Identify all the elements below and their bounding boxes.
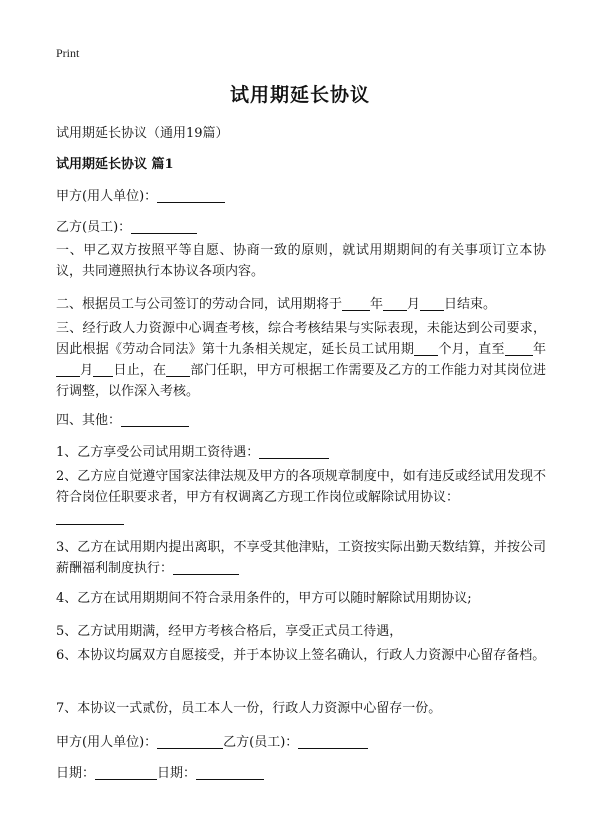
clause-1: 一、甲乙双方按照平等自愿、协商一致的原则，就试用期期间的有关事项订立本协议，共同遵照执行本协议各项内容。 [56, 243, 546, 279]
clause-3-month: 月 [80, 363, 94, 378]
clause-2-year-blank [342, 296, 370, 311]
clause-3-part1: 三、经行政人力资源中心调查考核，综合考核结果与实际表现，未能达到公司要求，因此根据《劳动合同法》第十九条相关规定，延长员工试用期 [56, 321, 546, 357]
clause-3-day-blank [93, 362, 113, 377]
clause-2-month-blank [383, 296, 407, 311]
date-line [56, 762, 264, 781]
signature-line [56, 731, 368, 750]
section-title: 试用期延长协议 篇1 [56, 157, 174, 172]
clause-2-month: 月 [407, 297, 421, 312]
item-2-text: 2、乙方应自觉遵守国家法律法规及甲方的各项规章制度中，如有违反或经试用发现不符合岗位任职要求者，甲方有权调离乙方现工作岗位或解除试用协议： [56, 469, 546, 505]
party-a-label: 甲方(用人单位)： [56, 189, 158, 204]
date-blank-2 [196, 765, 264, 780]
sign-party-a-blank [157, 734, 223, 749]
party-b-line [56, 216, 197, 235]
item-2 [56, 466, 546, 529]
item-3-blank [173, 560, 239, 575]
date-label-1: 日期： [56, 766, 96, 781]
party-a-line [56, 185, 225, 204]
clause-3-month-blank [56, 362, 80, 377]
clause-3-months-blank [414, 341, 438, 356]
party-a-blank [157, 188, 225, 203]
clause-2-end: 日结束。 [444, 297, 497, 312]
item-1-blank [259, 444, 329, 459]
item-7: 7、本协议一式贰份，员工本人一份，行政人力资源中心留存一份。 [56, 701, 442, 716]
date-blank-1 [95, 765, 157, 780]
clause-2 [56, 293, 496, 312]
clause-2-prefix: 二、根据员工与公司签订的劳动合同，试用期将于 [56, 297, 343, 312]
item-4: 4、乙方在试用期期间不符合录用条件的，甲方可以随时解除试用期协议; [56, 591, 472, 606]
page-title: 试用期延长协议 [229, 84, 370, 106]
clause-4 [56, 409, 189, 428]
clause-3-rest: 部门任职，甲方可根据工作需要及乙方的工作能力对其岗位进行调整，以作深入考核。 [56, 363, 546, 399]
clause-3-department-blank [166, 362, 190, 377]
item-3-text: 3、乙方在试用期内提出离职，不享受其他津贴，工资按实际出勤天数结算，并按公司薪酬福利制度执行： [56, 540, 546, 576]
party-b-label: 乙方(员工)： [56, 220, 132, 235]
clause-3-year-blank [505, 341, 533, 356]
party-b-blank [131, 219, 197, 234]
clause-4-label: 四、其他： [56, 413, 122, 428]
item-2-blank [56, 510, 124, 525]
clause-2-day-blank [420, 296, 444, 311]
clause-3-months: 个月，直至 [438, 342, 505, 357]
clause-3 [56, 318, 546, 402]
date-label-2: 日期： [157, 766, 197, 781]
item-1 [56, 441, 329, 460]
item-1-text: 1、乙方享受公司试用期工资待遇： [56, 445, 260, 460]
print-link[interactable]: Print [56, 46, 80, 60]
sign-party-a-label: 甲方(用人单位)： [56, 735, 158, 750]
document-subtitle: 试用期延长协议（通用19篇） [56, 126, 229, 141]
clause-4-blank [121, 412, 189, 427]
item-5: 5、乙方试用期满，经甲方考核合格后，享受正式员工待遇， [56, 624, 403, 639]
clause-3-year: 年 [532, 342, 546, 357]
clause-2-year: 年 [370, 297, 384, 312]
clause-3-day-stop: 日止，在 [113, 363, 167, 378]
sign-party-b-blank [298, 734, 368, 749]
item-3 [56, 537, 546, 579]
sign-party-b-label: 乙方(员工)： [223, 735, 299, 750]
item-6: 6、本协议均属双方自愿接受，并于本协议上签名确认，行政人力资源中心留存备档。 [56, 648, 546, 663]
